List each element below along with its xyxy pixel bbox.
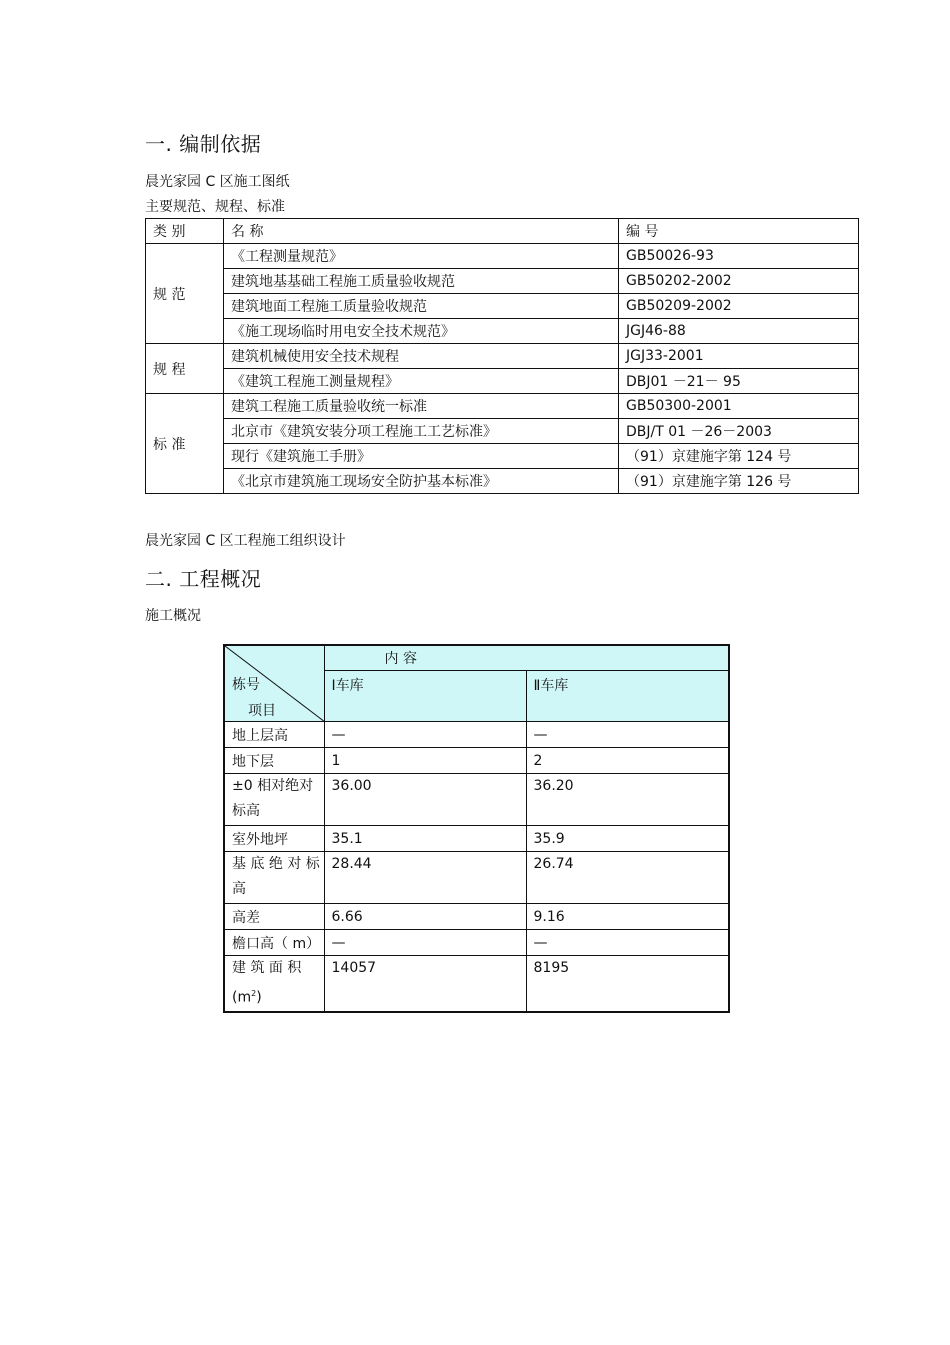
- diagonal-header-cell: [224, 645, 324, 722]
- cell-value: 28.44: [324, 852, 526, 904]
- standard-code: JGJ33-2001: [619, 344, 859, 369]
- table-row: [146, 244, 859, 269]
- standard-name: 建筑地面工程施工质量验收规范: [224, 294, 619, 319]
- standard-name: 《工程测量规范》: [224, 244, 619, 269]
- cell-value: 6.66: [324, 904, 526, 930]
- area-unit: (m: [232, 989, 252, 1006]
- table-row: [146, 394, 859, 419]
- table-row: [146, 319, 859, 344]
- cell-value: 35.1: [324, 826, 526, 852]
- row-label: 地下层: [224, 748, 324, 774]
- header-code: 编 号: [619, 219, 859, 244]
- header-category: 类 别: [146, 219, 224, 244]
- standard-code: GB50209-2002: [619, 294, 859, 319]
- table-header-row: [224, 645, 729, 671]
- drawings-line: 晨光家园 C 区施工图纸: [145, 174, 290, 190]
- cell-value: 1: [324, 748, 526, 774]
- row-label: ±0 相对绝对标高: [224, 774, 324, 826]
- overview-heading: 施工概况: [145, 608, 201, 624]
- cell-value: 14057: [324, 956, 526, 1012]
- cell-value: 26.74: [526, 852, 729, 904]
- standards-heading: 主要规范、规程、标准: [145, 199, 285, 215]
- cell-value: —: [324, 930, 526, 956]
- table-row: [224, 904, 729, 930]
- table-row: [146, 344, 859, 369]
- standard-name: 建筑地基基础工程施工质量验收规范: [224, 269, 619, 294]
- table-row: [224, 774, 729, 826]
- table-row: [224, 852, 729, 904]
- table-header-row: [146, 219, 859, 244]
- standard-code: DBJ/T 01 －26－2003: [619, 419, 859, 444]
- standard-code: DBJ01 －21－ 95: [619, 369, 859, 394]
- section-1-title: 一. 编制依据: [145, 132, 262, 156]
- area-unit-exponent: 2: [251, 989, 257, 998]
- category-cell: 规 程: [146, 344, 224, 394]
- table-row: [224, 748, 729, 774]
- category-cell: 规 范: [146, 244, 224, 344]
- standard-name: 《北京市建筑施工现场安全防护基本标准》: [224, 469, 619, 494]
- cell-value: 9.16: [526, 904, 729, 930]
- section-2-title: 二. 工程概况: [145, 567, 262, 591]
- content-header: 内 容: [324, 645, 729, 671]
- cell-value: —: [526, 722, 729, 748]
- table-row: [146, 444, 859, 469]
- org-design-line: 晨光家园 C 区工程施工组织设计: [145, 533, 346, 549]
- cell-value: 35.9: [526, 826, 729, 852]
- row-label: 地上层高: [224, 722, 324, 748]
- standard-code: （91）京建施字第 126 号: [619, 469, 859, 494]
- row-label: 基 底 绝 对 标高: [224, 852, 324, 904]
- table-row: [146, 269, 859, 294]
- cell-value: 36.00: [324, 774, 526, 826]
- table-row: [146, 419, 859, 444]
- category-cell: 标 准: [146, 394, 224, 494]
- standard-code: JGJ46-88: [619, 319, 859, 344]
- row-label: 檐口高（ m）: [224, 930, 324, 956]
- standard-name: 《施工现场临时用电安全技术规范》: [224, 319, 619, 344]
- corner-bottom-label: 项目: [248, 703, 276, 719]
- standards-table: [145, 218, 859, 494]
- standard-name: 现行《建筑施工手册》: [224, 444, 619, 469]
- corner-top-label: 栋号: [232, 677, 260, 693]
- standard-name: 《建筑工程施工测量规程》: [224, 369, 619, 394]
- area-label: 建 筑 面 积: [232, 960, 302, 976]
- cell-value: 2: [526, 748, 729, 774]
- row-label: 室外地坪: [224, 826, 324, 852]
- standard-name: 建筑工程施工质量验收统一标准: [224, 394, 619, 419]
- table-row: [224, 930, 729, 956]
- col-garage-1: Ⅰ车库: [324, 671, 526, 722]
- table-row: [224, 826, 729, 852]
- table-row: [146, 294, 859, 319]
- standard-code: GB50202-2002: [619, 269, 859, 294]
- table-row: [224, 722, 729, 748]
- row-label: [224, 956, 324, 1012]
- table-row: [224, 956, 729, 1012]
- standard-code: GB50300-2001: [619, 394, 859, 419]
- cell-value: 36.20: [526, 774, 729, 826]
- cell-value: —: [324, 722, 526, 748]
- standard-name: 北京市《建筑安装分项工程施工工艺标准》: [224, 419, 619, 444]
- standard-code: GB50026-93: [619, 244, 859, 269]
- standard-code: （91）京建施字第 124 号: [619, 444, 859, 469]
- overview-table: [223, 644, 730, 1013]
- standard-name: 建筑机械使用安全技术规程: [224, 344, 619, 369]
- area-unit-close: ): [256, 989, 262, 1006]
- row-label: 高差: [224, 904, 324, 930]
- header-name: 名 称: [224, 219, 619, 244]
- col-garage-2: Ⅱ车库: [526, 671, 729, 722]
- cell-value: 8195: [526, 956, 729, 1012]
- table-row: [146, 469, 859, 494]
- table-row: [146, 369, 859, 394]
- cell-value: —: [526, 930, 729, 956]
